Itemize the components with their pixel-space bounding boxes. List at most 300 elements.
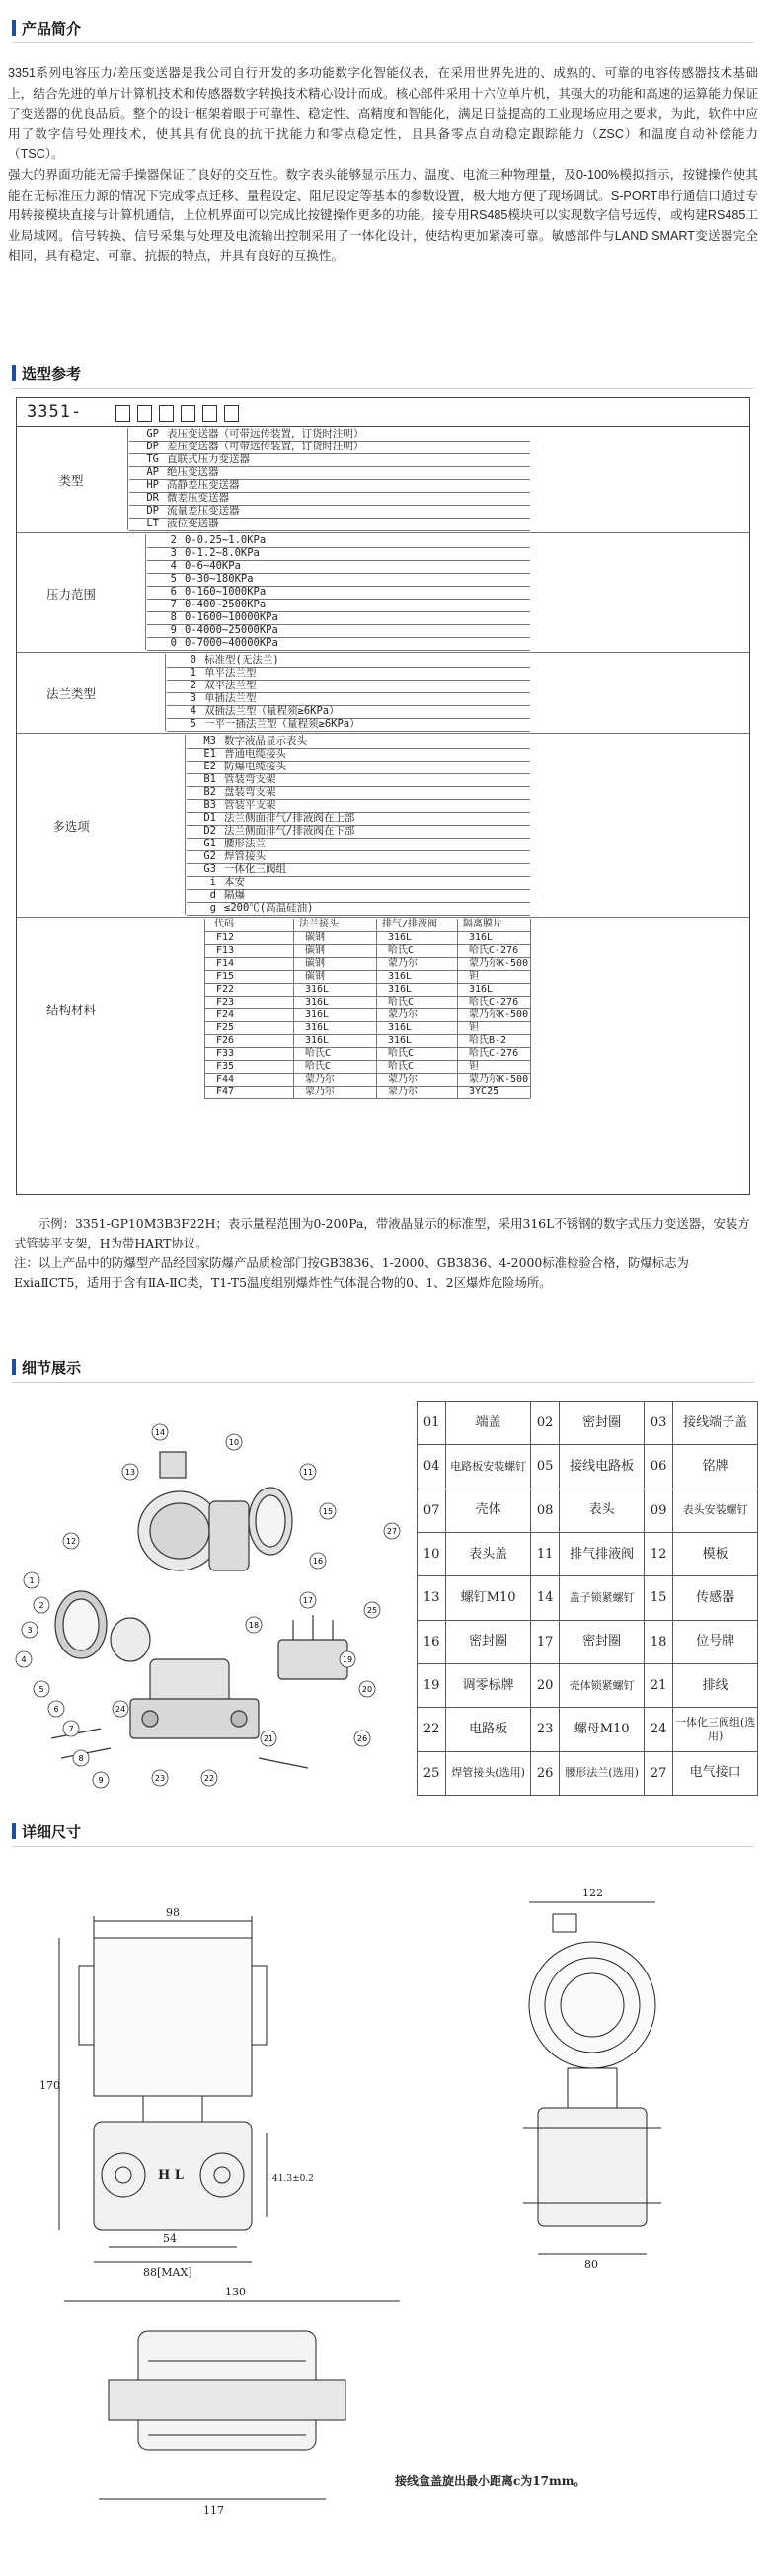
front-cover-left: [79, 1966, 94, 2045]
table-rule: [293, 919, 294, 1098]
section-header-detail: [12, 1357, 754, 1383]
bottom-view: [64, 2301, 400, 2499]
range-desc: 0-4000~25000KPa: [185, 624, 278, 636]
type-row: [127, 428, 364, 441]
material-cell: 316L: [305, 997, 330, 1007]
flange-row: [165, 654, 279, 667]
material-cell: 316L: [469, 984, 494, 995]
part-number: 14: [530, 1576, 559, 1620]
option-desc: 法兰侧面排气/排液阀在下部: [224, 825, 355, 837]
range-row: [145, 560, 241, 573]
exploded-view-diagram: [12, 1412, 407, 1798]
flange-code: 2: [190, 680, 196, 691]
material-cell: F26: [216, 1035, 235, 1046]
section-divider: [12, 42, 754, 43]
range-desc: 0-0.25~1.0KPa: [185, 534, 267, 546]
part-number: 19: [418, 1663, 446, 1707]
bolt: [259, 1758, 308, 1768]
option-row: [185, 838, 266, 850]
type-code: DP: [146, 505, 159, 517]
material-header: 隔离膜片: [463, 919, 502, 929]
type-desc: 直联式压力变送器: [167, 453, 250, 465]
callout-label: 25: [366, 1606, 378, 1615]
part-name: 排线: [673, 1663, 758, 1707]
callout-label: 23: [154, 1774, 166, 1783]
part-number: 27: [644, 1751, 672, 1795]
side-housing: [529, 1942, 655, 2068]
part-name: 表头: [560, 1489, 645, 1532]
section-accent-bar: [12, 1359, 16, 1375]
material-cell: 316L: [305, 1035, 330, 1046]
part-name: 铭牌: [673, 1445, 758, 1489]
part-number: 15: [644, 1576, 672, 1620]
type-label: 类型: [58, 474, 84, 488]
option-row: [185, 902, 313, 915]
range-desc: 0-160~1000KPa: [185, 586, 267, 598]
table-rule: [530, 919, 531, 1098]
part-number: 21: [644, 1663, 672, 1707]
parts-row: [418, 1620, 758, 1663]
material-cell: 哈氏C-276: [469, 997, 519, 1007]
part-name: 表头盖: [446, 1532, 531, 1575]
range-desc: 0-400~2500KPa: [185, 599, 267, 610]
section-divider: [12, 1846, 754, 1847]
flange-row: [165, 680, 257, 692]
part-number: 26: [530, 1751, 559, 1795]
part-number: 20: [530, 1663, 559, 1707]
section-title-selection: 选型参考: [22, 365, 82, 383]
option-code: g: [209, 902, 216, 914]
table-rule: [187, 915, 530, 916]
part-name: 密封圈: [560, 1620, 645, 1663]
option-desc: 腰形法兰: [224, 838, 266, 849]
range-desc: 0-7000~40000KPa: [185, 637, 278, 649]
section-title-intro: 产品简介: [22, 20, 82, 38]
flange-code: 5: [190, 718, 196, 730]
flange-desc: 单插法兰型: [204, 692, 257, 704]
part-number: 03: [644, 1402, 672, 1445]
callout-label: 5: [38, 1685, 44, 1694]
option-desc: 盘装弯支架: [224, 786, 276, 798]
type-code: GP: [146, 428, 159, 440]
part-name: 端盖: [446, 1402, 531, 1445]
material-cell: 蒙乃尔K-500: [469, 958, 529, 969]
type-desc: 差压变送器（可带远传装置，订货时注明）: [167, 441, 364, 452]
bottom-flange: [109, 2380, 345, 2420]
part-number: 16: [418, 1620, 446, 1663]
material-cell: 蒙乃尔: [388, 958, 418, 969]
material-cell: 哈氏C: [388, 1061, 415, 1072]
type-desc: 液位变送器: [167, 518, 219, 529]
type-row: [127, 479, 240, 492]
intro-paragraph-2: 强大的界面功能无需手操器保证了良好的交互性。数字表头能够显示压力、温度、电流三种物理量，及0-100%模拟指示，按键操作使其能在无标准压力源的情况下完成零点迁移、量程设定、阻尼设定等基本的参数设置，极大地方便了现场调试。S-PORT串行通信口通过专用转接模块直接与计算机通信，上位机界面可以完成比按键操作更多的功能。接专用RS485模块可以实现数字信号远传，或构建RS485工业局域网。信号转换、信号采集与处理及电流输出控制采用了一体化设计，使结构更加紧凑可靠。敏感部件与LAND SMART变送器完全相同，具有稳定、可靠、抗振的特点，并具有良好的互换性。: [8, 167, 758, 264]
option-code: E2: [203, 761, 216, 772]
range-desc: 0-1600~10000KPa: [185, 611, 278, 623]
option-code: B1: [203, 773, 216, 785]
table-rule: [165, 654, 166, 731]
housing-face: [150, 1503, 209, 1559]
part-number: 23: [530, 1708, 559, 1751]
callout-label: 1: [29, 1576, 35, 1585]
material-cell: 哈氏C: [388, 945, 415, 956]
option-code: G1: [203, 838, 216, 849]
range-row: [145, 534, 266, 547]
part-name: 接线电路板: [560, 1445, 645, 1489]
material-cell: 钽: [469, 1061, 479, 1072]
part-number: 11: [530, 1532, 559, 1575]
callout-label: 22: [203, 1774, 215, 1783]
option-row: [185, 825, 354, 838]
part-number: 06: [644, 1445, 672, 1489]
option-row: [185, 850, 266, 863]
part-name: 位号牌: [673, 1620, 758, 1663]
material-cell: F22: [216, 984, 235, 995]
option-code: G3: [203, 863, 216, 875]
part-name: 电路板: [446, 1708, 531, 1751]
section-divider: [12, 1382, 754, 1383]
option-row: [185, 876, 245, 889]
material-cell: 钽: [469, 1022, 479, 1033]
side-flange: [538, 2108, 647, 2226]
side-neck: [568, 2068, 617, 2108]
material-label: 结构材料: [45, 1004, 96, 1017]
table-rule: [376, 919, 377, 1098]
part-name: 一体化三阀组(选用): [673, 1708, 758, 1751]
flange-desc: 双平法兰型: [204, 680, 257, 691]
type-row: [127, 492, 229, 505]
dim-front-height: 170: [39, 2079, 60, 2092]
material-header: 法兰接头: [299, 919, 339, 929]
section-header-selection: [12, 363, 754, 389]
material-cell: F33: [216, 1048, 235, 1059]
material-cell: 碳钢: [305, 971, 325, 982]
type-row: [127, 466, 219, 479]
range-row: [145, 573, 254, 586]
range-code: 2: [170, 534, 177, 546]
hl-label: H L: [158, 2168, 184, 2183]
part-number: 05: [530, 1445, 559, 1489]
parts-row: [418, 1576, 758, 1620]
type-code: HP: [146, 479, 159, 491]
option-row: [185, 799, 276, 812]
part-name: 表头安装螺钉: [673, 1489, 758, 1532]
range-code: 3: [170, 547, 177, 559]
section-accent-bar: [12, 1823, 16, 1839]
part-name: 调零标牌: [446, 1663, 531, 1707]
three-valve-manifold: [278, 1640, 347, 1679]
material-cell: 316L: [388, 984, 413, 995]
option-code: G2: [203, 850, 216, 862]
type-row: [127, 518, 219, 530]
table-rule: [145, 534, 146, 650]
parts-row: [418, 1532, 758, 1575]
selection-table: [16, 397, 750, 1195]
flange-row: [165, 692, 257, 705]
dim-front-gap: 41.3±0.2: [272, 2174, 314, 2184]
range-row: [145, 637, 278, 650]
material-cell: 哈氏C: [388, 1048, 415, 1059]
option-row: [185, 863, 286, 876]
front-neck: [143, 2096, 202, 2122]
dimension-note: 接线盒盖旋出最小距离c为17mm。: [395, 2474, 586, 2488]
type-desc: 表压变送器（可带远传装置，订货时注明）: [167, 428, 364, 440]
option-row: [185, 786, 276, 799]
type-code: AP: [146, 466, 159, 478]
callout-label: 10: [228, 1438, 240, 1447]
part-name: 密封圈: [560, 1402, 645, 1445]
dim-bottom-base: 117: [203, 2504, 224, 2517]
section-header-intro: [12, 18, 754, 43]
table-rule: [204, 1098, 530, 1099]
callout-label: 11: [302, 1468, 314, 1477]
option-row: [185, 748, 286, 761]
flange-row: [165, 667, 257, 680]
section-title-dimension: 详细尺寸: [22, 1823, 82, 1841]
dim-side-base: 80: [584, 2258, 598, 2271]
material-cell: 哈氏C: [305, 1048, 332, 1059]
material-cell: 碳钢: [305, 945, 325, 956]
material-cell: F13: [216, 945, 235, 956]
table-rule: [167, 731, 530, 732]
range-code: 4: [170, 560, 177, 572]
flange-bolt: [142, 1711, 158, 1727]
parts-row: [418, 1402, 758, 1445]
front-cover-right: [252, 1966, 267, 2045]
parts-row: [418, 1708, 758, 1751]
range-code: 8: [170, 611, 177, 623]
material-cell: 哈氏B-2: [469, 1035, 507, 1046]
range-code: 6: [170, 586, 177, 598]
callout-label: 3: [27, 1626, 33, 1635]
parts-row: [418, 1489, 758, 1532]
flange-code: 0: [190, 654, 196, 666]
option-row: [185, 761, 286, 773]
type-code: TG: [146, 453, 159, 465]
callout-label: 7: [68, 1725, 74, 1733]
dim-side-width: 122: [582, 1887, 603, 1899]
table-rule: [17, 652, 749, 653]
code-box: [202, 405, 217, 422]
table-rule: [147, 650, 530, 651]
part-number: 22: [418, 1708, 446, 1751]
material-cell: 蒙乃尔: [388, 1074, 418, 1085]
exploded-view-drawing: [12, 1412, 407, 1798]
option-desc: ≤200℃(高温硅油): [224, 902, 314, 914]
callout-label: 9: [98, 1776, 104, 1785]
option-row: [185, 889, 245, 902]
part-number: 02: [530, 1402, 559, 1445]
material-cell: 哈氏C-276: [469, 945, 519, 956]
option-desc: 本安: [224, 876, 245, 888]
dim-bottom-width: 130: [225, 2286, 246, 2298]
range-row: [145, 624, 278, 637]
material-cell: 316L: [388, 1022, 413, 1033]
option-desc: 普通电缆接头: [224, 748, 286, 760]
range-desc: 0-30~180KPa: [185, 573, 254, 585]
flange-desc: 双插法兰型（量程须≥6KPa）: [204, 705, 340, 717]
part-number: 01: [418, 1402, 446, 1445]
part-number: 24: [644, 1708, 672, 1751]
flange-desc: 标准型(无法兰): [204, 654, 279, 666]
model-code-boxes: [115, 405, 246, 425]
part-number: 13: [418, 1576, 446, 1620]
callout-label: 12: [65, 1537, 77, 1546]
table-rule: [185, 735, 186, 915]
callout-label: 19: [342, 1655, 353, 1664]
dim-front-width: 98: [166, 1906, 180, 1919]
type-code: DR: [146, 492, 159, 504]
table-rule: [204, 919, 205, 1098]
callout-label: 17: [302, 1596, 314, 1605]
part-number: 09: [644, 1489, 672, 1532]
type-row: [127, 441, 364, 453]
range-row: [145, 586, 266, 599]
flange-code: 4: [190, 705, 196, 717]
side-conduit: [553, 1914, 576, 1932]
range-desc: 0-1.2~8.0KPa: [185, 547, 260, 559]
range-row: [145, 611, 278, 624]
table-rule: [127, 428, 128, 530]
flange-label: 法兰类型: [45, 687, 96, 701]
table-rule: [17, 733, 749, 734]
model-code-row: [17, 398, 749, 427]
part-number: 04: [418, 1445, 446, 1489]
material-cell: 316L: [305, 1022, 330, 1033]
section-accent-bar: [12, 20, 16, 36]
model-prefix: 3351-: [27, 402, 83, 422]
explosion-proof-note: 注：以上产品中的防爆型产品经国家防爆产品质检部门按GB3836、1-2000、GB3836、4-2000标准检验合格，防爆标志为ExiaⅡCT5，适用于含有ⅡA-ⅡC类，T1-T5温度组别爆炸性气体混合物的0、1、2区爆炸危险场所。: [14, 1255, 689, 1290]
option-desc: 数字液晶显示表头: [224, 735, 307, 747]
option-code: E1: [203, 748, 216, 760]
part-name: 密封圈: [446, 1620, 531, 1663]
material-cell: F23: [216, 997, 235, 1007]
callout-label: 6: [53, 1705, 59, 1714]
range-code: 9: [170, 624, 177, 636]
material-cell: F25: [216, 1022, 235, 1033]
flange-desc: 一平一插法兰型（量程须≥6KPa）: [204, 718, 360, 730]
part-name: 壳体锁紧螺钉: [560, 1663, 645, 1707]
option-row: [185, 735, 307, 748]
part-name: 焊管接头(选用): [446, 1751, 531, 1795]
example-text: 示例：3351-GP10M3B3F22H；表示量程范围为0-200Pa，带液晶显示的标准型，采用316L不锈钢的数字式压力变送器，安装方式管装平支架，H为带HART协议。: [14, 1216, 750, 1250]
flange-desc: 单平法兰型: [204, 667, 257, 679]
material-cell: 蒙乃尔: [305, 1074, 335, 1085]
part-name: 螺母M10: [560, 1708, 645, 1751]
code-box: [115, 405, 130, 422]
material-cell: 316L: [388, 1035, 413, 1046]
material-header: 代码: [214, 919, 234, 929]
table-rule: [204, 1021, 530, 1022]
material-cell: 蒙乃尔: [388, 1009, 418, 1020]
section-title-detail: 细节展示: [22, 1359, 82, 1377]
option-code: D2: [203, 825, 216, 837]
material-cell: 碳钢: [305, 958, 325, 969]
callout-label: 14: [154, 1428, 166, 1437]
material-cell: 3YC25: [469, 1087, 499, 1097]
material-cell: 哈氏C: [388, 997, 415, 1007]
option-row: [185, 812, 354, 825]
table-rule: [17, 532, 749, 533]
part-name: 接线端子盖: [673, 1402, 758, 1445]
type-desc: 高静差压变送器: [167, 479, 240, 491]
material-cell: F35: [216, 1061, 235, 1072]
terminal-cap: [160, 1452, 186, 1478]
type-desc: 微差压变送器: [167, 492, 229, 504]
material-cell: 316L: [388, 932, 413, 943]
intro-text: [8, 63, 758, 267]
material-cell: 钽: [469, 971, 479, 982]
type-desc: 绝压变送器: [167, 466, 219, 478]
part-name: 排气排液阀: [560, 1532, 645, 1575]
type-code: LT: [146, 518, 159, 529]
flange-code: 1: [190, 667, 196, 679]
code-box: [159, 405, 174, 422]
material-cell: F47: [216, 1087, 235, 1097]
option-code: M3: [203, 735, 216, 747]
material-cell: 316L: [305, 1009, 330, 1020]
section-divider: [12, 388, 754, 389]
option-code: B2: [203, 786, 216, 798]
table-rule: [17, 917, 749, 918]
front-view: [59, 1916, 267, 2262]
option-code: d: [209, 889, 216, 901]
option-desc: 管装弯支架: [224, 773, 276, 785]
material-cell: 蒙乃尔K-500: [469, 1074, 529, 1085]
type-code: DP: [146, 441, 159, 452]
flange-row: [165, 705, 340, 718]
parts-row: [418, 1751, 758, 1795]
callout-label: 21: [263, 1734, 274, 1743]
part-name: 壳体: [446, 1489, 531, 1532]
example-note: [14, 1214, 754, 1293]
type-row: [127, 505, 240, 518]
part-name: 腰形法兰(选用): [560, 1751, 645, 1795]
callout-label: 20: [361, 1685, 373, 1694]
part-name: 电气接口: [673, 1751, 758, 1795]
option-code: i: [209, 876, 216, 888]
part-name: 模板: [673, 1532, 758, 1575]
callout-label: 24: [115, 1705, 126, 1714]
part-number: 12: [644, 1532, 672, 1575]
option-label: 多选项: [52, 820, 90, 834]
part-name: 电路板安装螺钉: [446, 1445, 531, 1489]
table-rule: [129, 530, 530, 531]
range-row: [145, 599, 266, 611]
range-row: [145, 547, 260, 560]
code-box: [181, 405, 195, 422]
option-code: B3: [203, 799, 216, 811]
material-cell: 哈氏C-276: [469, 1048, 519, 1059]
section-accent-bar: [12, 365, 16, 381]
option-desc: 防爆电缆接头: [224, 761, 286, 772]
dim-front-base: 54: [163, 2232, 177, 2245]
material-cell: 316L: [305, 984, 330, 995]
code-box: [137, 405, 152, 422]
callout-label: 18: [248, 1621, 260, 1630]
material-cell: F44: [216, 1074, 235, 1085]
flange-code: 3: [190, 692, 196, 704]
material-cell: 碳钢: [305, 932, 325, 943]
callout-label: 13: [124, 1468, 136, 1477]
dim-front-max: 88[MAX]: [143, 2266, 192, 2279]
flange-row: [165, 718, 360, 731]
material-cell: 蒙乃尔K-500: [469, 1009, 529, 1020]
part-number: 07: [418, 1489, 446, 1532]
option-code: D1: [203, 812, 216, 824]
meter: [111, 1618, 150, 1661]
part-number: 08: [530, 1489, 559, 1532]
parts-row: [418, 1663, 758, 1707]
